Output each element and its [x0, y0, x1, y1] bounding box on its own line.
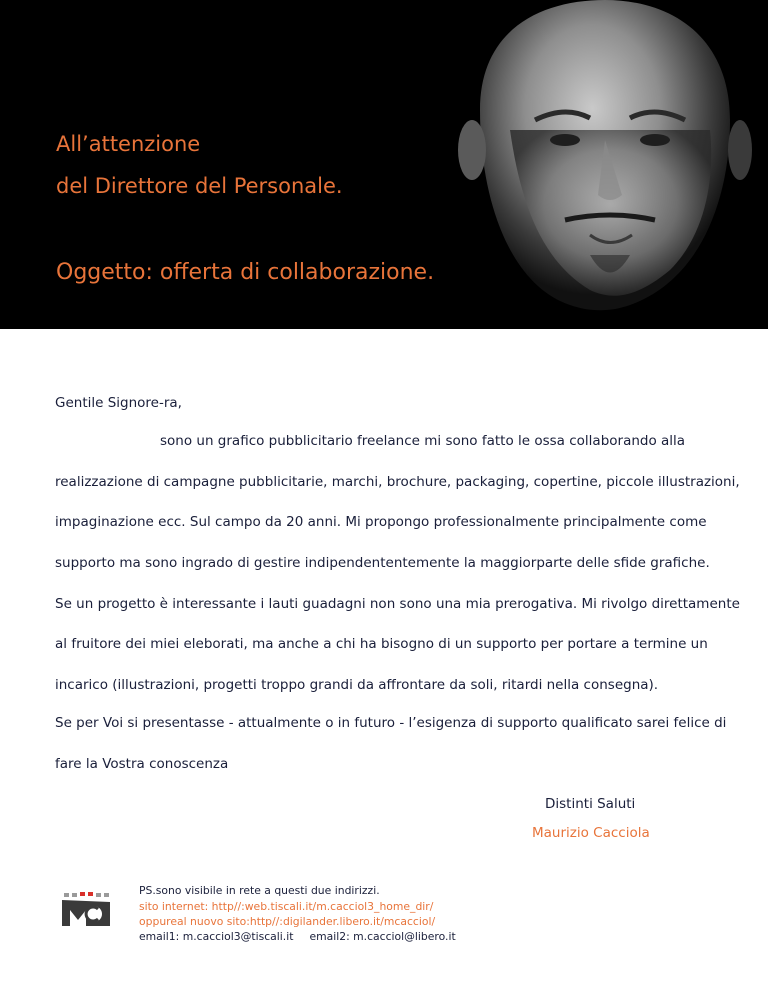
body-line-6: al fruitore dei miei eleborati, ma anche a chi ha bisogno di un supporto per portare a termine un: [55, 636, 708, 652]
header-banner: [0, 0, 768, 329]
body-line-9: fare la Vostra conoscenza: [55, 756, 229, 772]
body-line-2: realizzazione di campagne pubblicitarie, marchi, brochure, packaging, copertine, piccole illustrazioni,: [55, 474, 740, 490]
email-2[interactable]: email2: m.cacciol@libero.it: [309, 930, 456, 943]
email-1[interactable]: email1: m.cacciol3@tiscali.it: [139, 930, 294, 943]
website-link-2[interactable]: oppureal nuovo sito:http//:digilander.libero.it/mcacciol/: [139, 915, 436, 928]
email-line: [139, 930, 456, 943]
website-link-1[interactable]: sito internet: http//:web.tiscali.it/m.cacciol3_home_dir/: [139, 900, 434, 913]
header-recipient-line: del Direttore del Personale.: [56, 174, 343, 198]
mc-logo-icon: [58, 890, 114, 930]
body-line-4: supporto ma sono ingrado di gestire indipendententemente la maggiorparte delle sfide grafiche.: [55, 555, 710, 571]
greeting: Gentile Signore-ra,: [55, 395, 182, 411]
body-line-1: sono un grafico pubblicitario freelance mi sono fatto le ossa collaborando alla: [160, 433, 686, 449]
header-attention-line: All’attenzione: [56, 132, 201, 156]
body-line-5: Se un progetto è interessante i lauti guadagni non sono una mia prerogativa. Mi rivolgo direttamente: [55, 596, 740, 612]
body-line-3: impaginazione ecc. Sul campo da 20 anni. Mi propongo professionalmente principalmente come: [55, 514, 707, 530]
body-line-8: Se per Voi si presentasse - attualmente o in futuro - l’esigenza di supporto qualificato sarei felice di: [55, 715, 727, 731]
closing: Distinti Saluti: [545, 796, 636, 812]
portrait-photo: [440, 0, 768, 329]
header-subject: Oggetto: offerta di collaborazione.: [56, 260, 435, 285]
signature: Maurizio Cacciola: [532, 825, 650, 841]
body-line-7: incarico (illustrazioni, progetti troppo grandi da affrontare da soli, ritardi nella consegna).: [55, 677, 659, 693]
ps-note: PS.sono visibile in rete a questi due indirizzi.: [139, 884, 380, 897]
